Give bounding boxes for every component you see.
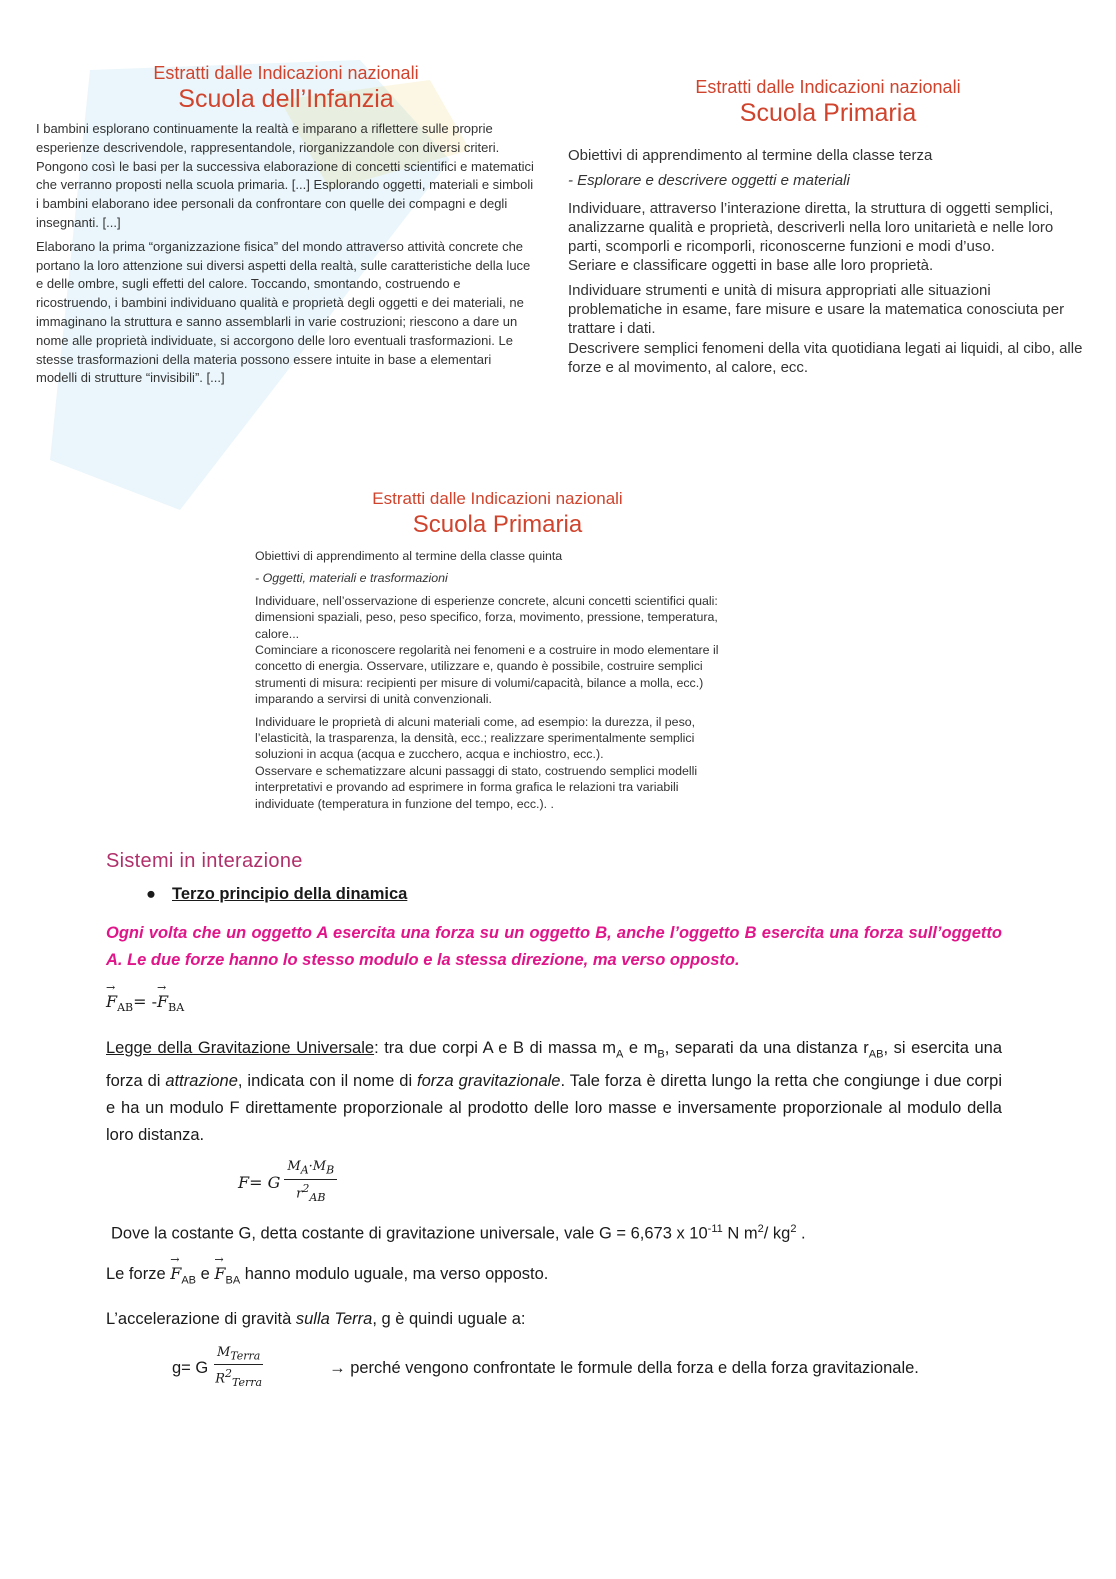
text: M: [216, 1344, 231, 1360]
superscript: -11: [707, 1223, 723, 1235]
superscript: 2: [790, 1223, 797, 1235]
extract-heading: Obiettivi di apprendimento al termine della classe quinta: [255, 549, 563, 563]
extract-title: Scuola Primaria: [739, 99, 917, 127]
extract-heading: Obiettivi di apprendimento al termine della classe terza: [568, 147, 933, 164]
law-label: Legge della Gravitazione Universale: [106, 1039, 375, 1058]
subscript: A: [300, 1164, 309, 1178]
extract-paragraph: Osservare e schematizzare alcuni passaggi di stato, costruendo semplici modelli interpretativi e provando ad esprimere in forma grafica le relazioni tra variabili individuate (temperatura in funzione del tempo, ecc.). .: [255, 763, 698, 811]
superscript: 2: [757, 1223, 764, 1235]
italic-term: forza gravitazionale: [417, 1072, 561, 1091]
extract-paragraph: I bambini esplorano continuamente la realtà e imparano a riflettere sulle proprie esperienze descrivendole, rappresentandole, riorganizzandole con diversi criteri. Pongono così le basi per la successiva elaborazione di concetti scientifici e matematici che verranno proposti nella scuola primaria. [...] Esplorando oggetti, materiali e simboli i bambini elaborano idee personali da confrontare con quelle dei compagni e degli insegnanti. [...]: [36, 121, 534, 230]
bullet-label: Terzo principio della dinamica: [172, 885, 408, 903]
subscript: AB: [117, 1001, 134, 1015]
fraction-numerator: [214, 1345, 263, 1366]
text: hanno modulo uguale, ma verso opposto.: [240, 1264, 549, 1283]
italic-term: attrazione: [165, 1072, 238, 1091]
subscript: BA: [225, 1273, 241, 1286]
vector-f: → F: [170, 1260, 181, 1287]
text: Dove la costante G, detta costante di gravitazione universale, vale G = 6,673 x 10: [111, 1224, 708, 1243]
extract-scuola-primaria-quinta: [255, 488, 740, 818]
extract-subheading: - Esplorare e descrivere oggetti e materiali: [568, 172, 850, 190]
extract-paragraph: Individuare, attraverso l’interazione diretta, la struttura di oggetti semplici, analizzarne qualità e proprietà, descriverli nella loro unitarietà e nelle loro parti, scomporli e ricomporli, riconoscerne funzioni e modi d’uso.: [568, 199, 1054, 256]
vector-f: → F: [214, 1260, 225, 1287]
extract-paragraph: Individuare strumenti e unità di misura appropriati alle situazioni problematiche in esame, fare misure e usare la matematica conosciuta per trattare i dati.: [568, 281, 1065, 338]
fraction: [212, 1345, 265, 1392]
text: , g è quindi uguale a:: [372, 1309, 526, 1328]
text: M: [287, 1159, 301, 1175]
bullet-item: [146, 881, 1002, 908]
subscript: B: [657, 1048, 665, 1061]
extract-supertitle: Estratti dalle Indicazioni nazionali: [695, 77, 961, 97]
text: Le forze: [106, 1264, 171, 1283]
text: ·M: [308, 1159, 327, 1175]
extract-scuola-primaria-terza: [568, 76, 1088, 382]
subscript: AB: [309, 1191, 326, 1204]
extract-supertitle: Estratti dalle Indicazioni nazionali: [372, 489, 623, 508]
text: .: [796, 1224, 806, 1243]
fraction: [284, 1159, 337, 1206]
fraction-denominator: [293, 1180, 328, 1206]
text: R: [215, 1371, 226, 1387]
text: e m: [623, 1039, 658, 1058]
forces-paragraph: [106, 1260, 1002, 1294]
italic-term: sulla Terra: [295, 1309, 373, 1328]
subscript: BA: [168, 1001, 185, 1015]
fraction-denominator: [212, 1365, 265, 1391]
equation-fab-fba: [106, 988, 1002, 1021]
equation-g-row: [172, 1345, 1002, 1392]
third-principle-statement: Ogni volta che un oggetto A esercita una forza su un oggetto B, anche l’oggetto B esercita una forza sull’oggetto A. Le due forze hanno lo stesso modulo e la stessa direzione, ma verso opposto.: [106, 924, 1002, 969]
explanation-arrow-text: → perché vengono confrontate le formule della forza e della forza gravitazionale.: [329, 1358, 919, 1377]
text: , si esercita una forza di: [106, 1039, 1002, 1091]
vector-f: → F: [106, 988, 117, 1015]
extract-title: Scuola dell’Infanzia: [178, 85, 394, 113]
extract-scuola-infanzia: [36, 62, 536, 393]
extract-subheading: - Oggetti, materiali e trasformazioni: [255, 571, 448, 586]
equation-lead: F= G: [238, 1173, 281, 1193]
text: L’accelerazione di gravità: [106, 1309, 296, 1328]
subscript: AB: [868, 1048, 884, 1061]
extract-paragraph: Cominciare a riconoscere regolarità nei fenomeni e a costruire in modo elementare il concetto di energia. Osservare, utilizzare e, quando è possibile, costruire semplici strumenti di misura: recipienti per misure di volumi/capacità, bilance a molla, ecc.) imparando a servirsi di unità convenzionali.: [255, 643, 719, 707]
subscript: Terra: [230, 1349, 261, 1363]
subscript: Terra: [232, 1376, 263, 1390]
extract-paragraph: Seriare e classificare oggetti in base alle loro proprietà.: [568, 257, 934, 275]
subscript: AB: [181, 1273, 197, 1286]
subscript: B: [326, 1164, 335, 1178]
text: / kg: [763, 1224, 791, 1243]
text: , separati da una distanza r: [664, 1039, 869, 1058]
gravitation-law-paragraph: [106, 1035, 1002, 1149]
fraction-numerator: [284, 1159, 337, 1180]
superscript: 2: [225, 1367, 233, 1381]
section-title: Sistemi in interazione: [106, 850, 303, 872]
subscript: A: [615, 1048, 624, 1061]
text: N m: [722, 1224, 758, 1243]
text: e: [196, 1264, 215, 1283]
text: r: [296, 1186, 303, 1202]
constant-g-paragraph: [111, 1216, 1002, 1248]
text: : tra due corpi A e B di massa m: [374, 1039, 616, 1058]
extract-paragraph: Individuare, nell’osservazione di esperienze concrete, alcuni concetti scientifici quali: dimensioni spaziali, peso, peso specifico, forza, movimento, pressione, temperatura, calore...: [255, 593, 718, 641]
extract-supertitle: Estratti dalle Indicazioni nazionali: [153, 63, 419, 83]
equation-gravity-force: [238, 1159, 1002, 1206]
acceleration-paragraph: [106, 1306, 1002, 1333]
extract-title: Scuola Primaria: [412, 511, 583, 538]
notes-body: [106, 848, 1002, 1391]
bullet-dot-icon: ●: [146, 885, 156, 903]
text: . Tale forza è diretta lungo la retta che congiunge i due corpi e ha un modulo F direttamente proporzionale al prodotto delle loro masse e inversamente proporzionale al modulo della loro distanza.: [106, 1072, 1002, 1145]
superscript: 2: [302, 1182, 310, 1196]
equation-lead: g= G: [172, 1358, 209, 1377]
text: , indicata con il nome di: [237, 1072, 418, 1091]
extract-paragraph: Individuare le proprietà di alcuni materiali come, ad esempio: la durezza, il peso, l’elasticità, la trasparenza, la densità, ecc.; realizzare sperimentalmente semplici soluzioni in acqua (acqua e zucchero, acqua e inchiostro, ecc.).: [255, 714, 696, 762]
extract-paragraph: Elaborano la prima “organizzazione fisica” del mondo attraverso attività concrete che portano la loro attenzione sui diversi aspetti della realtà, sulle caratteristiche della luce e delle ombre, sugli effetti del calore. Toccando, smontando, costruendo e ricostruendo, i bambini individuano qualità e proprietà degli oggetti e dei materiali, ne immaginano la struttura e sanno assemblarli in varie costruzioni; riescono a dare un nome alle proprietà individuate, si accorgono delle loro eventuali trasformazioni. Le stesse trasformazioni della materia possono essere intuite in base a elementari modelli di strutture “invisibili”. [...]: [36, 238, 531, 386]
vector-f: → F: [157, 988, 168, 1015]
equals-minus: = -: [133, 992, 158, 1011]
extract-paragraph: Descrivere semplici fenomeni della vita quotidiana legati ai liquidi, al cibo, alle forze e al movimento, al calore, ecc.: [568, 339, 1083, 376]
